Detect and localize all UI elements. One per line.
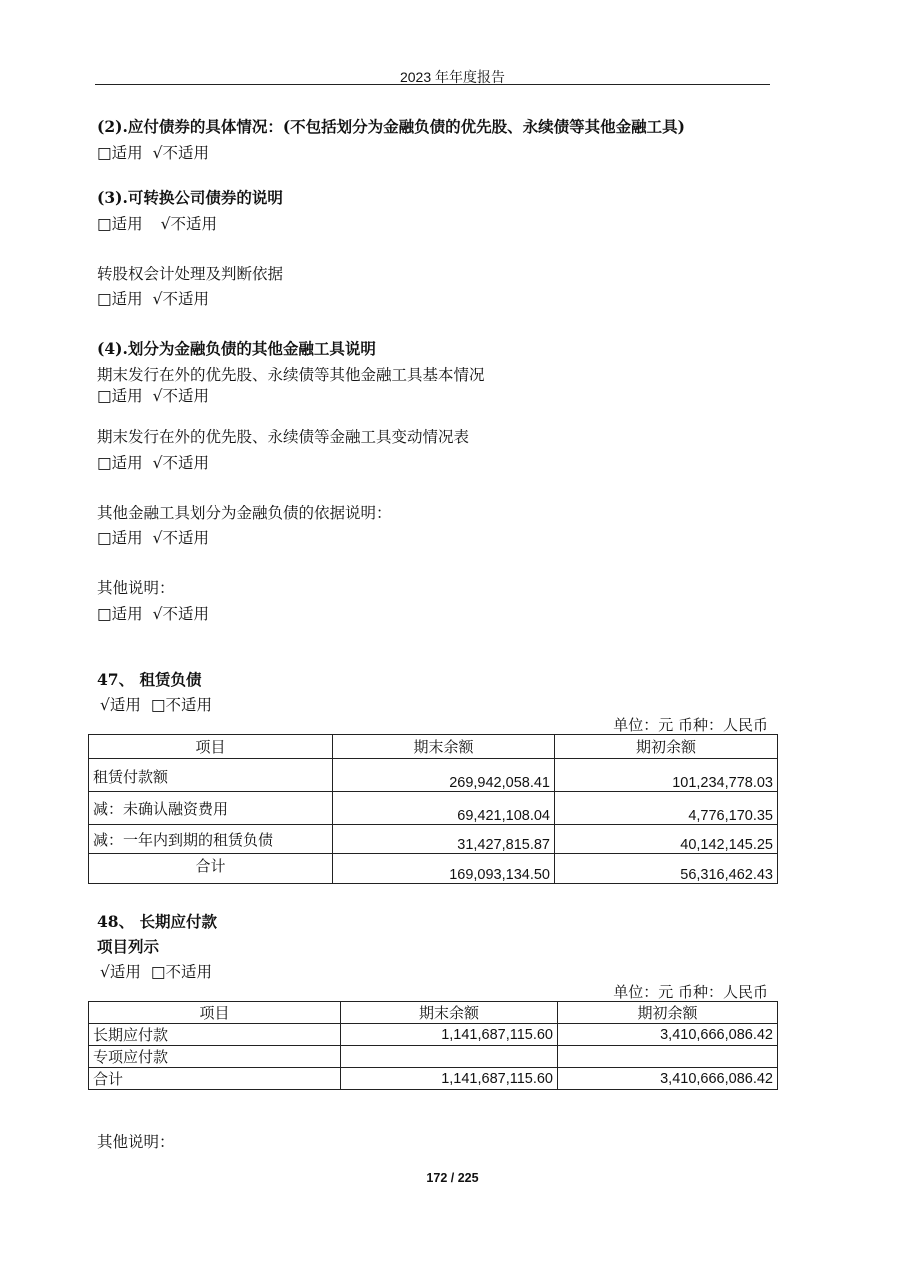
section-47-unit: 单位：元 币种：人民币 — [613, 716, 768, 734]
table-row-total — [89, 1068, 778, 1090]
row-begin-balance: 101,234,778.03 — [555, 759, 778, 792]
option-applicable: □适用 — [97, 529, 143, 547]
section-48-unit: 单位：元 币种：人民币 — [613, 983, 768, 1001]
option-applicable: □适用 — [97, 215, 143, 233]
row-end-balance: 1,141,687,115.60 — [341, 1024, 558, 1046]
row-item: 合计 — [89, 1068, 341, 1090]
option-applicable: □适用 — [97, 290, 143, 308]
option-applicable: □适用 — [97, 387, 143, 405]
table-header-row — [89, 1002, 778, 1024]
section-3-title: (3).可转换公司债券的说明 — [97, 188, 283, 207]
row-item: 减：一年内到期的租赁负债 — [89, 825, 333, 854]
option-not-applicable: √不适用 — [160, 215, 218, 233]
column-header-item: 项目 — [89, 735, 333, 759]
section-47-title: 47、 租赁负债 — [97, 670, 202, 689]
section-4-para-2-options — [97, 451, 209, 473]
option-not-applicable: √不适用 — [152, 605, 210, 623]
section-48-title: 48、 长期应付款 — [97, 912, 217, 931]
row-begin-balance: 40,142,145.25 — [555, 825, 778, 854]
section-48-subtitle: 项目列示 — [97, 937, 160, 956]
row-begin-balance: 3,410,666,086.42 — [558, 1068, 778, 1090]
section-4-para-1-options — [97, 384, 209, 406]
table-row — [89, 759, 778, 792]
section-2-options — [97, 141, 209, 163]
section-48-options — [100, 960, 212, 982]
row-end-balance — [341, 1046, 558, 1068]
section-4-para-4-options — [97, 602, 209, 624]
option-applicable: √适用 — [100, 696, 141, 714]
option-applicable: □适用 — [97, 454, 143, 472]
section-2-title: (2).应付债券的具体情况：(不包括划分为金融负债的优先股、永续债等其他金融工具) — [97, 117, 686, 136]
section-4-para-4: 其他说明： — [97, 579, 175, 597]
column-header-item: 项目 — [89, 1002, 341, 1024]
row-end-balance: 69,421,108.04 — [333, 792, 555, 825]
option-not-applicable: √不适用 — [152, 144, 210, 162]
table-row — [89, 825, 778, 854]
row-begin-balance — [558, 1046, 778, 1068]
table-row-total — [89, 854, 778, 884]
lease-liability-table — [88, 734, 778, 884]
section-4-para-3: 其他金融工具划分为金融负债的依据说明： — [97, 504, 392, 522]
row-item: 专项应付款 — [89, 1046, 341, 1068]
section-4-title: (4).划分为金融负债的其他金融工具说明 — [97, 339, 376, 358]
long-term-payables-table — [88, 1001, 778, 1090]
page-number: 172 / 225 — [426, 1171, 479, 1185]
option-not-applicable: □不适用 — [150, 963, 213, 981]
row-begin-balance: 56,316,462.43 — [555, 854, 778, 884]
option-applicable: √适用 — [100, 963, 141, 981]
option-not-applicable: √不适用 — [152, 290, 210, 308]
section-3-options — [97, 212, 217, 234]
column-header-end-balance: 期末余额 — [333, 735, 555, 759]
row-end-balance: 1,141,687,115.60 — [341, 1068, 558, 1090]
row-end-balance: 269,942,058.41 — [333, 759, 555, 792]
other-note: 其他说明： — [97, 1133, 175, 1151]
row-end-balance: 31,427,815.87 — [333, 825, 555, 854]
option-applicable: □适用 — [97, 605, 143, 623]
option-not-applicable: □不适用 — [150, 696, 213, 714]
row-begin-balance: 3,410,666,086.42 — [558, 1024, 778, 1046]
column-header-begin-balance: 期初余额 — [558, 1002, 778, 1024]
table-row — [89, 792, 778, 825]
table-header-row — [89, 735, 778, 759]
column-header-end-balance: 期末余额 — [341, 1002, 558, 1024]
row-item: 租赁付款额 — [89, 759, 333, 792]
header-divider — [95, 84, 770, 85]
section-4-para-2: 期末发行在外的优先股、永续债等金融工具变动情况表 — [97, 428, 470, 446]
page-header-title: 2023 年年度报告 — [399, 69, 506, 85]
column-header-begin-balance: 期初余额 — [555, 735, 778, 759]
row-item: 减：未确认融资费用 — [89, 792, 333, 825]
section-4-para-1: 期末发行在外的优先股、永续债等其他金融工具基本情况 — [97, 366, 485, 384]
table-row — [89, 1024, 778, 1046]
option-not-applicable: √不适用 — [152, 387, 210, 405]
table-row — [89, 1046, 778, 1068]
row-item: 合计 — [89, 854, 333, 884]
option-applicable: □适用 — [97, 144, 143, 162]
option-not-applicable: √不适用 — [152, 454, 210, 472]
convertible-accounting-options — [97, 287, 209, 309]
section-47-options — [100, 693, 212, 715]
section-4-para-3-options — [97, 526, 209, 548]
row-begin-balance: 4,776,170.35 — [555, 792, 778, 825]
convertible-accounting-title: 转股权会计处理及判断依据 — [97, 265, 284, 283]
option-not-applicable: √不适用 — [152, 529, 210, 547]
row-end-balance: 169,093,134.50 — [333, 854, 555, 884]
row-item: 长期应付款 — [89, 1024, 341, 1046]
